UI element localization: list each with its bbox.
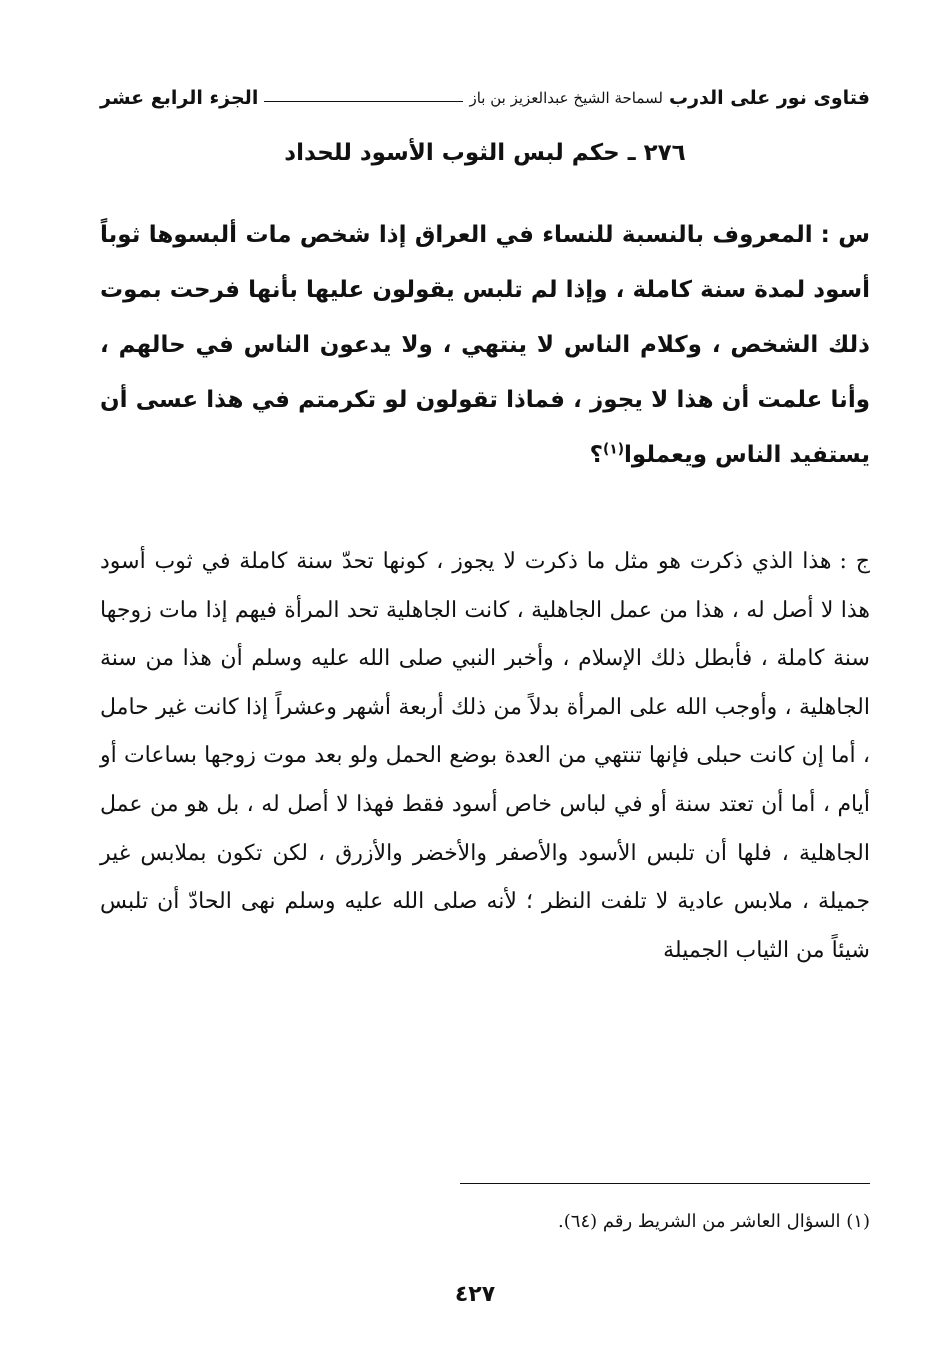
running-head	[100, 78, 870, 118]
volume-label: الجزء الرابع عشر	[100, 87, 259, 109]
answer-text: هذا الذي ذكرت هو مثل ما ذكرت لا يجوز ، كونها تحدّ سنة كاملة في ثوب أسود هذا لا أصل له ، هذا من عمل الجاهلية ، كانت الجاهلية تحد المرأة فيهم إذا مات زوجها سنة كاملة ، فأبطل ذلك الإسلام ، وأخبر النبي صلى الله عليه وسلم أن هذا من سنة الجاهلية ، وأوجب الله على المرأة بدلاً من ذلك أربعة أشهر وعشراً إذا كانت غير حامل ، أما إن كانت حبلى فإنها تنتهي من العدة بوضع الحمل ولو بعد موت زوجها بساعات أو أيام ، أما أن تعتد سنة أو في لباس خاص أسود فقط فهذا لا أصل له ، بل هو من عمل الجاهلية ، فلها أن تلبس الأسود والأصفر والأخضر والأزرق ، لكن تكون بملابس غير جميلة ، ملابس عادية لا تلفت النظر ؛ لأنه صلى الله عليه وسلم نهى الحادّ أن تلبس شيئاً من الثياب الجميلة	[100, 549, 870, 963]
header-rule	[264, 101, 463, 102]
question-paragraph	[100, 208, 870, 483]
question-text: المعروف بالنسبة للنساء في العراق إذا شخص مات ألبسوها ثوباً أسود لمدة سنة كاملة ، وإذا لم تلبس يقولون عليها بأنها فرحت بموت ذلك الشخص ، وكلام الناس لا ينتهي ، ولا يدعون الناس في حالهم ، وأنا علمت أن هذا لا يجوز ، فماذا تقولون لو تكرمتم في هذا عسى أن يستفيد الناس ويعملوا	[100, 222, 870, 468]
footnote: (١) السؤال العاشر من الشريط رقم (٦٤).	[558, 1211, 870, 1232]
page-number: ٤٢٧	[454, 1282, 496, 1307]
question-mark: ؟	[589, 442, 603, 468]
series-title: فتاوى نور على الدرب	[669, 87, 870, 109]
answer-label: ج :	[839, 549, 870, 574]
author-name: لسماحة الشيخ عبدالعزيز بن باز	[469, 89, 663, 107]
answer-paragraph	[100, 538, 870, 975]
footnote-reference[interactable]: (١)	[602, 441, 625, 458]
fatwa-heading: ٢٧٦ ـ حكم لبس الثوب الأسود للحداد	[284, 140, 686, 166]
question-label: س :	[820, 222, 870, 248]
footnote-separator	[460, 1183, 870, 1184]
